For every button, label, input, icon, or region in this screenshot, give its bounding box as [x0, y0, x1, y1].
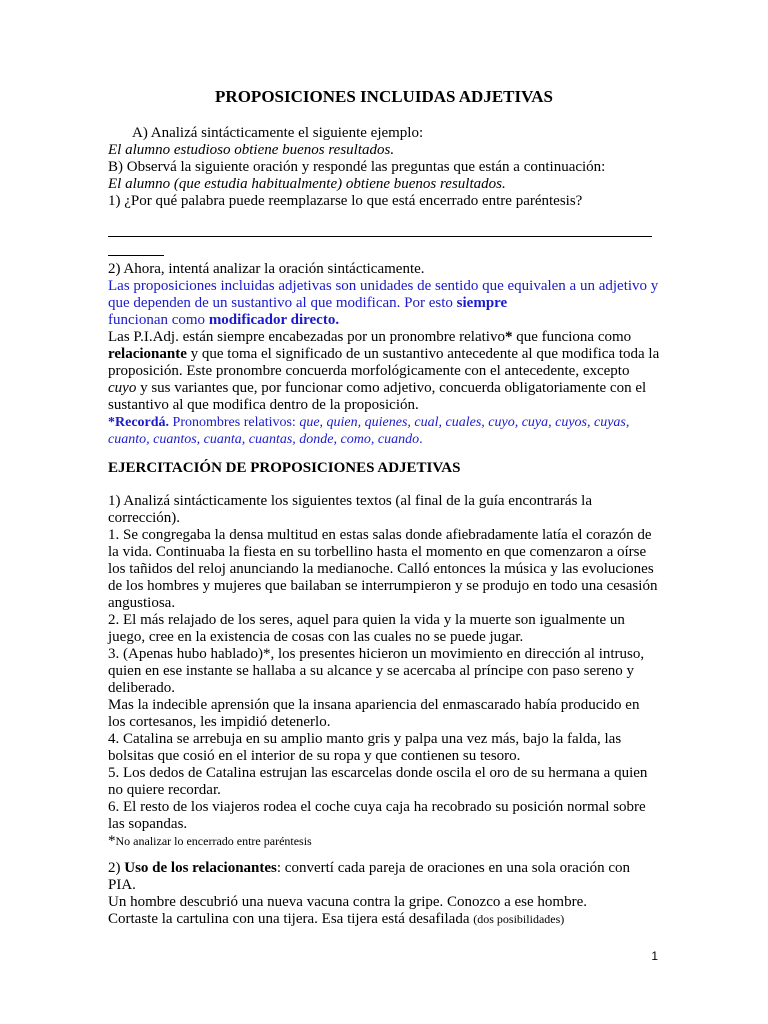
remember-end: .: [419, 432, 423, 447]
exercise-1-item: 5. Los dedos de Catalina estrujan las escarcelas donde oscila el oro de su hermana a quien no quiere recordar.: [108, 765, 648, 798]
question-2: 2) Ahora, intentá analizar la oración sintácticamente.: [108, 261, 425, 277]
remember-text: Pronombres relativos:: [169, 415, 300, 430]
exercise-1-item: 6. El resto de los viajeros rodea el coche cuya caja ha recobrado su posición normal sobre las sopandas.: [108, 799, 646, 832]
part-a-instruction: A) Analizá sintácticamente el siguiente ejemplo:: [132, 125, 424, 141]
relative-text-2: que funciona como: [512, 329, 632, 345]
note-star: *: [108, 833, 116, 849]
relative-text-1: Las P.I.Adj. están siempre encabezadas por un pronombre relativo: [108, 329, 505, 345]
exercise-2-bold: Uso de los relacionantes: [124, 860, 277, 876]
part-b-instruction: B) Observá la siguiente oración y respondé las preguntas que están a continuación:: [108, 159, 606, 175]
exercise-2-text: : convertí cada pareja de oraciones en una sola oración con PIA.: [108, 860, 631, 893]
relative-text-4: y sus variantes que, por funcionar como adjetivo, concuerda obligatoriamente con el sustantivo al que modifica dentro de la proposición.: [108, 380, 647, 413]
definition-text-1: Las proposiciones incluidas adjetivas son unidades de sentido que equivalen a un adjetivo y que dependen de un sustantivo al que modifican. Por esto: [108, 278, 659, 311]
exercise-1-item: 3. (Apenas hubo hablado)*, los presentes hicieron un movimiento en dirección al intruso, quien en ese instante se hallaba a su alcance y se acercaba al príncipe con paso sereno y deliberado.: [108, 646, 645, 696]
remember-label: *Recordá.: [108, 415, 170, 430]
exercise-2-num: 2): [108, 860, 125, 876]
exercises-heading: EJERCITACIÓN DE PROPOSICIONES ADJETIVAS: [108, 460, 461, 476]
relative-star: *: [504, 329, 513, 345]
exercise-1-item: 2. El más relajado de los seres, aquel para quien la vida y la muerte son igualmente un juego, cree en la existencia de cosas con las cuales no se puede jugar.: [108, 612, 625, 645]
exercise-1-item: 1. Se congregaba la densa multitud en estas salas donde afiebradamente latía el corazón de la vida. Continuaba la fiesta en su torbellino hasta el momento en que comenzaron a oírse los tañidos del reloj anunciando la medianoche. Calló entonces la música y las evoluciones de los hombres y mujeres que bailaban se interrumpieron y se produjo en todo una cesasión angustiosa.: [108, 527, 658, 611]
exercise-2-line-2: Cortaste la cartulina con una tijera. Esa tijera está desafilada: [108, 911, 474, 927]
part-b-example: El alumno (que estudia habitualmente) obtiene buenos resultados.: [108, 176, 506, 192]
answer-line-continuation: [108, 255, 164, 256]
relative-bold: relacionante: [108, 346, 187, 362]
remember-paragraph: [108, 414, 660, 448]
definition-bold-1: siempre: [456, 295, 508, 311]
exercise-1: [108, 493, 660, 850]
definition-block: [108, 261, 660, 448]
exercise-2: [108, 860, 660, 928]
question-1: 1) ¿Por qué palabra puede reemplazarse lo que está encerrado entre paréntesis?: [108, 193, 583, 209]
definition-text-2: funcionan como: [108, 312, 209, 328]
exercise-1-item: 4. Catalina se arrebuja en su amplio manto gris y palpa una vez más, bajo la falda, las bolsitas que cosió en el interior de su ropa y que contienen su tesoro.: [108, 731, 622, 764]
relative-text-3: y que toma el significado de un sustantivo antecedente al que modifica toda la proposición. Este pronombre concuerda morfológicamente con el antecedente, excepto: [108, 346, 660, 379]
relative-paragraph: [108, 329, 660, 414]
exercise-2-intro: [108, 860, 660, 894]
exercise-1-item: Mas la indecible aprensión que la insana apariencia del enmascarado había producido en los cortesanos, les impidió detenerlo.: [108, 697, 640, 730]
part-a-example: El alumno estudioso obtiene buenos resultados.: [108, 142, 395, 158]
part-a: [108, 125, 660, 210]
exercise-2-note: (dos posibilidades): [473, 912, 565, 926]
definition-paragraph: [108, 278, 660, 329]
exercise-1-intro: 1) Analizá sintácticamente los siguientes textos (al final de la guía encontrarás la corrección).: [108, 493, 592, 526]
page-number: 1: [651, 949, 658, 963]
definition-bold-2: modificador directo.: [208, 312, 340, 328]
note-text: No analizar lo encerrado entre paréntesis: [115, 834, 312, 848]
answer-line: [108, 236, 652, 237]
relative-pronouns-list: que, quien, quienes, cual, cuales, cuyo, cuya, cuyos, cuyas, cuanto, cuantos, cuanta, cuantas, donde, como, cuando: [108, 415, 630, 447]
relative-italic: cuyo: [108, 380, 137, 396]
exercise-1-note: [108, 833, 660, 850]
page-title: PROPOSICIONES INCLUIDAS ADJETIVAS: [215, 87, 553, 106]
exercise-2-line: [108, 911, 660, 928]
exercise-2-line: Un hombre descubrió una nueva vacuna contra la gripe. Conozco a ese hombre.: [108, 894, 587, 910]
